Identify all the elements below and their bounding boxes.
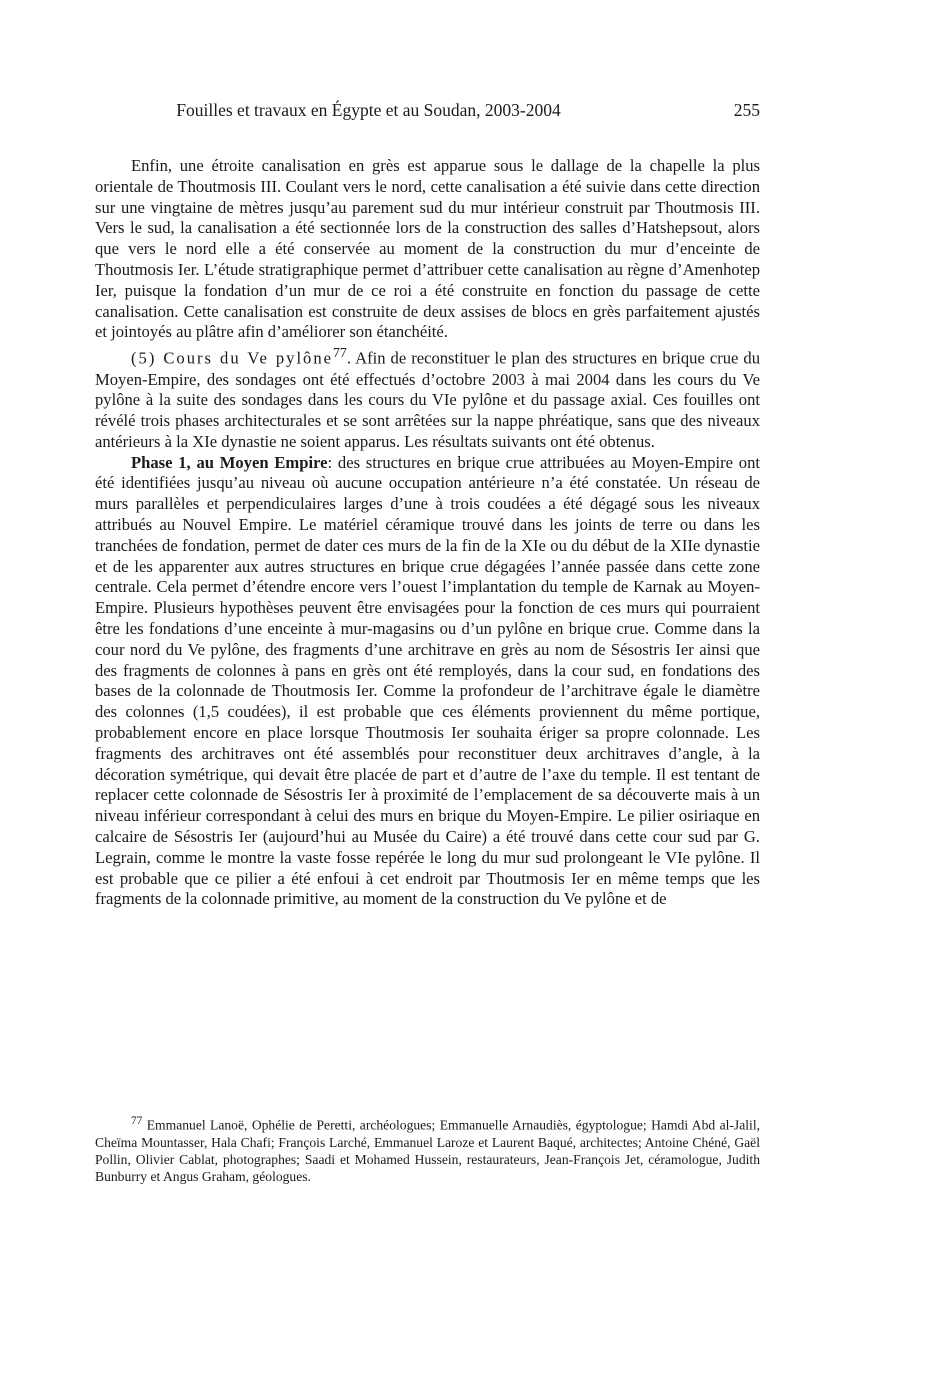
footnote-ref: 77: [333, 345, 347, 361]
page-number: 255: [733, 100, 760, 120]
section-heading: (5) Cours du Ve pylône: [131, 348, 334, 368]
main-text: [95, 156, 760, 910]
paragraph-text: : des structures en brique crue attribuées au Moyen-Empire ont été identifiées jusqu’au niveau où aucune occupation antérieure n’a été constatée. Un réseau de murs parallèles et perpendiculaires larges d’une à trois coudées a été dégagé sous les niveaux attribués au Nouvel Empire. Le matériel céramique trouvé dans les joints de terre ou dans les tranchées de fondation, permet de dater ces murs de la fin de la XIe ou du début de la XIIe dynastie et de les apparenter aux autres structures en brique crue dégagées l’année passée dans cette zone centrale. Cela permet d’étendre encore vers l’ouest l’implantation du temple de Karnak au Moyen-Empire. Plusieurs hypothèses peuvent être envisagées pour la fonction de ces murs qui pourraient être les fondations d’une enceinte à mur-magasins ou d’un pylône en brique crue. Comme dans la cour nord du Ve pylône, des fragments d’une architrave en grès au nom de Sésostris Ier ainsi que des fragments de colonnes à pans en grès ont été remployés, dans la cour sud, en fondations des bases de la colonnade de Thoutmosis Ier. Comme la profondeur de l’architrave égale le diamètre des colonnes (1,5 coudées), il est probable que ces éléments proviennent du même portique, probablement encore en place lorsque Thoutmosis Ier souhaita ériger sa propre colonnade. Les fragments des architraves ont été assemblés pour reconstituer deux architraves d’angle, à la décoration symétrique, qui devait être placée de part et d’autre de l’axe du temple. Il est tentant de replacer cette colonnade de Sésostris Ier à proximité de l’emplacement de sa découverte mais à un niveau inférieur correspondant à celui des murs en brique du Moyen-Empire. Le pilier osiriaque en calcaire de Sésostris Ier (aujourd’hui au Musée du Caire) a été trouvé dans cette cour sud par G. Legrain, comme le montre la vaste fosse repérée le long du mur sud prolongeant le VIe pylône. Il est probable que ce pilier a été enfoui à cet endroit par Thoutmosis Ier en même temps que les fragments de la colonnade primitive, au moment de la construction du Ve pylône et de: [95, 452, 761, 909]
paragraph-text: . Afin de reconstituer le plan des structures en brique crue du Moyen-Empire, des sondages ont été effectués d’octobre 2003 à mai 2004 dans les cours du Ve pylône à la suite des sondages dans les cours du VIe pylône et du passage axial. Ces fouilles ont révélé trois phases architecturales et se sont arrêtées sur la nappe phréatique, sans que des niveaux antérieurs à la XIe dynastie ne soient apparus. Les résultats suivants ont été obtenus.: [95, 348, 760, 451]
footnote-text: Emmanuel Lanoë, Ophélie de Peretti, archéologues; Emmanuelle Arnaudiès, égyptologue; Hamdi Abd al-Jalil, Cheïma Mountasser, Hala Chafi; François Larché, Emmanuel Laroze et Laurent Baqué, architectes; Antoine Chéné, Gaël Pollin, Olivier Cablat, photographes; Saadi et Mohamed Hussein, restaurateurs, Jean-François Jet, céramologue, Judith Bunburry et Angus Graham, géologues.: [95, 1117, 760, 1185]
paragraph-phase-1: [95, 453, 760, 911]
phase-heading: Phase 1, au Moyen Empire: [131, 452, 328, 472]
paragraph-canalisation: Enfin, une étroite canalisation en grès est apparue sous le dallage de la chapelle la plus orientale de Thoutmosis III. Coulant vers le nord, cette canalisation a été suivie dans cette direction sur une vingtaine de mètres jusqu’au parement sud du mur intérieur construit par Thoutmosis III. Vers le sud, la canalisation a été sectionnée lors de la construction des salles d’Hatshepsout, alors que vers le nord elle a été conservée au moment de la construction du mur d’enceinte de Thoutmosis Ier. L’étude stratigraphique permet d’attribuer cette canalisation au règne d’Amenhotep Ier, puisque la fondation d’un mur de ce roi a été construite en fonction du passage de cette canalisation. Cette canalisation est construite de deux assises de blocs en grès parfaitement ajustés et jointoyés au plâtre afin d’améliorer son étanchéité.: [95, 156, 760, 342]
paragraph-cours-ve-pylone: [95, 343, 760, 453]
footnote: [95, 1113, 760, 1185]
running-header: [95, 100, 760, 126]
footnote-number: 77: [131, 1115, 143, 1127]
footnote-77: [95, 1113, 760, 1185]
running-title: Fouilles et travaux en Égypte et au Soudan, 2003-2004: [176, 100, 561, 120]
